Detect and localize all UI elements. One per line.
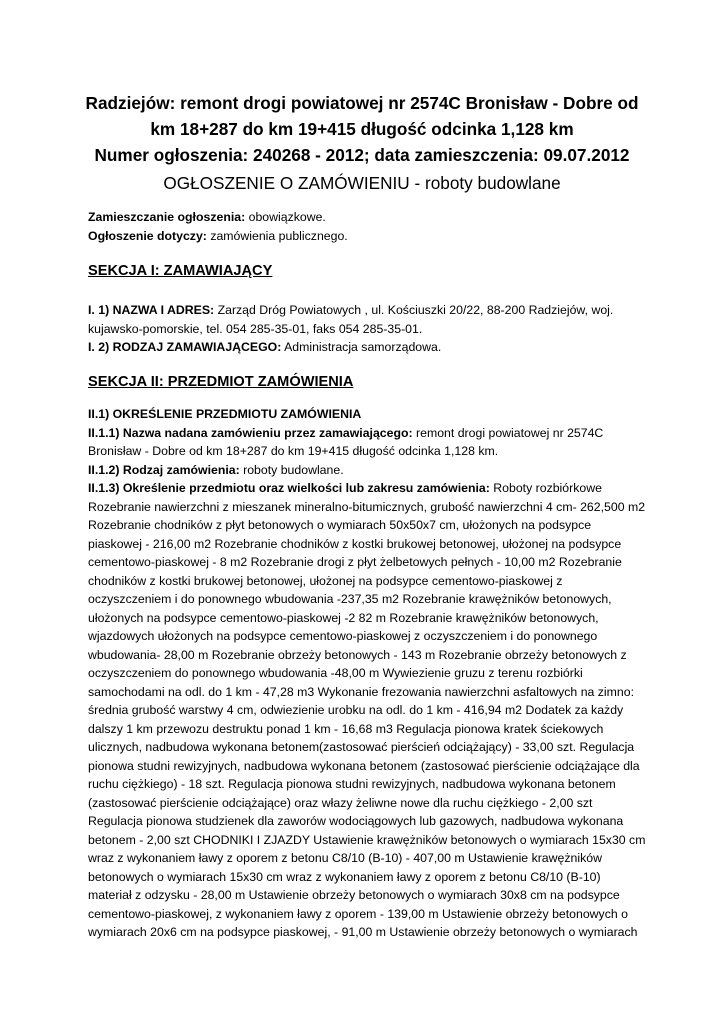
- contract-kind-value: roboty budowlane.: [239, 462, 344, 477]
- scope-line: wbudowania- 28,00 m Rozebranie obrzeży betonowych - 143 m Rozebranie obrzeży betonowych z: [88, 647, 627, 662]
- contract-kind-label: II.1.2) Rodzaj zamówienia:: [88, 462, 240, 477]
- scope-line: dalszy 1 km przewozu destruktu ponad 1 km - 16,68 m3 Regulacja pionowa kratek ściekowych: [88, 721, 604, 736]
- notice-title-line-1: Radziejów: remont drogi powiatowej nr 2574C Bronisław - Dobre od: [85, 93, 639, 113]
- concerns-label: Ogłoszenie dotyczy:: [88, 228, 207, 243]
- contract-scope-first: Roboty rozbiórkowe: [489, 481, 602, 495]
- notice-title-block: [80, 90, 644, 196]
- publication-label: Zamieszczanie ogłoszenia:: [88, 210, 246, 224]
- orderer-type-value: Administracja samorządowa.: [281, 340, 442, 354]
- scope-line: betonem - 2,00 szt CHODNIKI I ZJAZDY Ustawienie krawężników betonowych o wymiarach 15x30 cm: [88, 832, 646, 847]
- scope-line: chodników z kostki brukowej betonowej, ułożonej na podsypce cementowo-piaskowej z: [88, 573, 563, 588]
- notice-number-line: Numer ogłoszenia: 240268 - 2012; data zamieszczenia: 09.07.2012: [94, 145, 630, 165]
- notice-meta: [88, 208, 348, 245]
- scope-line: ułożonych na podsypce cementowo-piaskowej -2 82 m Rozebranie krawężników betonowych,: [88, 610, 599, 625]
- contract-scope-text: [88, 498, 648, 942]
- concerns-row: [88, 227, 348, 246]
- scope-line: wymiarach 20x6 cm na podsypce piaskowej, - 91,00 m Ustawienie obrzeży betonowych o wymiarach: [88, 925, 638, 939]
- orderer-name-row: [88, 301, 648, 320]
- scope-line: oczyszczeniem i do ponownego wbudowania -237,35 m2 Rozebranie krawężników betonowych,: [88, 592, 612, 606]
- section-2-heading: SEKCJA II: PRZEDMIOT ZAMÓWIENIA: [88, 374, 354, 390]
- notice-subtitle: OGŁOSZENIE O ZAMÓWIENIU - roboty budowlane: [163, 173, 561, 193]
- scope-line: wjazdowych ułożonych na podsypce cementowo-piaskowej z oczyszczeniem i do ponownego: [88, 629, 598, 643]
- contract-name-value: remont drogi powiatowej nr 2574C: [412, 425, 604, 440]
- scope-line: cementowo-piaskowej - 8 m2 Rozebranie drogi z płyt żelbetowych pełnych - 10,00 m2 Rozebranie: [88, 555, 622, 569]
- concerns-value: zamówienia publicznego.: [206, 228, 348, 243]
- contract-scope-row: [88, 479, 648, 498]
- contract-kind-row: [88, 461, 648, 480]
- contract-name-row: [88, 424, 648, 443]
- section-1-heading: SEKCJA I: ZAMAWIAJĄCY: [88, 263, 273, 279]
- section-1-body: [88, 301, 648, 357]
- notice-title-line-2: km 18+287 do km 19+415 długość odcinka 1,128 km: [150, 119, 574, 139]
- scope-line: średnia grubość warstwy 4 cm, odwiezienie urobku na odl. do 1 km - 416,94 m2 Dodatek za każdy: [88, 703, 624, 717]
- publication-value: obowiązkowe.: [245, 210, 326, 224]
- contract-name-label: II.1.1) Nazwa nadana zamówieniu przez zamawiającego:: [88, 425, 413, 440]
- contract-name-continuation: Bronisław - Dobre od km 18+287 do km 19+415 długość odcinka 1,128 km.: [88, 444, 499, 458]
- orderer-name-label: I. 1) NAZWA I ADRES:: [88, 303, 215, 317]
- scope-line: wraz z wykonaniem ławy z oporem z betonu C8/10 (B-10) - 407,00 m Ustawienie krawężników: [88, 851, 602, 865]
- scope-line: samochodami na odl. do 1 km - 47,28 m3 Wykonanie frezowania nawierzchni asfaltowych na zimno:: [88, 684, 635, 699]
- scope-line: oczyszczeniem do ponownego wbudowania -48,00 m Wywiezienie gruzu z terenu rozbiórki: [88, 666, 583, 680]
- scope-line: Rozebranie chodników z płyt betonowych o wymiarach 50x50x7 cm, ułożonych na podsypce: [88, 518, 592, 532]
- scope-line: ulicznych, nadbudowa wykonana betonem(zastosować pierścień odciążający) - 33,00 szt. Regulacja: [88, 740, 635, 754]
- scope-line: betonowych o wymiarach 15x30 cm wraz z wykonaniem ławy z oporem z betonu C8/10 (B-10): [88, 869, 601, 884]
- scope-line: Regulacja pionowa studzienek dla zaworów wodociągowych lub gazowych, nadbudowa wykonana: [88, 814, 624, 828]
- section-2-body: [88, 405, 648, 942]
- orderer-name-value: Zarząd Dróg Powiatowych , ul. Kościuszki 20/22, 88-200 Radziejów, woj.: [214, 303, 614, 317]
- scope-line: (zastosować pierścienie odciążające) oraz włazy żeliwne nowe dla ruchu ciężkiego - 2,00 szt: [88, 795, 593, 810]
- orderer-address-line: kujawsko-pomorskie, tel. 054 285-35-01, faks 054 285-35-01.: [88, 321, 423, 336]
- subject-subheading: [88, 405, 648, 424]
- contract-scope-label: II.1.3) Określenie przedmiotu oraz wielkości lub zakresu zamówienia:: [88, 481, 490, 495]
- orderer-type-label: I. 2) RODZAJ ZAMAWIAJĄCEGO:: [88, 340, 282, 354]
- scope-line: pionowa studni rewizyjnych, nadbudowa wykonana betonem (zastosować pierścienie odciążające dla: [88, 758, 640, 773]
- scope-line: ruchu ciężkiego) - 18 szt. Regulacja pionowa studni rewizyjnych, nadbudowa wykonana betonem: [88, 777, 616, 791]
- scope-line: cementowo-piaskowej, z wykonaniem ławy z oporem - 139,00 m Ustawienie obrzeży betonowych o: [88, 906, 628, 921]
- orderer-type-row: [88, 338, 648, 357]
- scope-line: Rozebranie nawierzchni z mieszanek mineralno-bitumicznych, grubość nawierzchni 4 cm- 262,500 m2: [88, 499, 646, 514]
- subject-subheading-text: II.1) OKREŚLENIE PRZEDMIOTU ZAMÓWIENIA: [88, 407, 362, 421]
- scope-line: piaskowej - 216,00 m2 Rozebranie chodników z kostki brukowej betonowej, ułożonej na podsypce: [88, 536, 622, 551]
- publication-row: [88, 208, 348, 227]
- scope-line: materiał z odzysku - 28,00 m Ustawienie obrzeży betonowych o wymiarach 30x8 cm na podsypce: [88, 888, 620, 902]
